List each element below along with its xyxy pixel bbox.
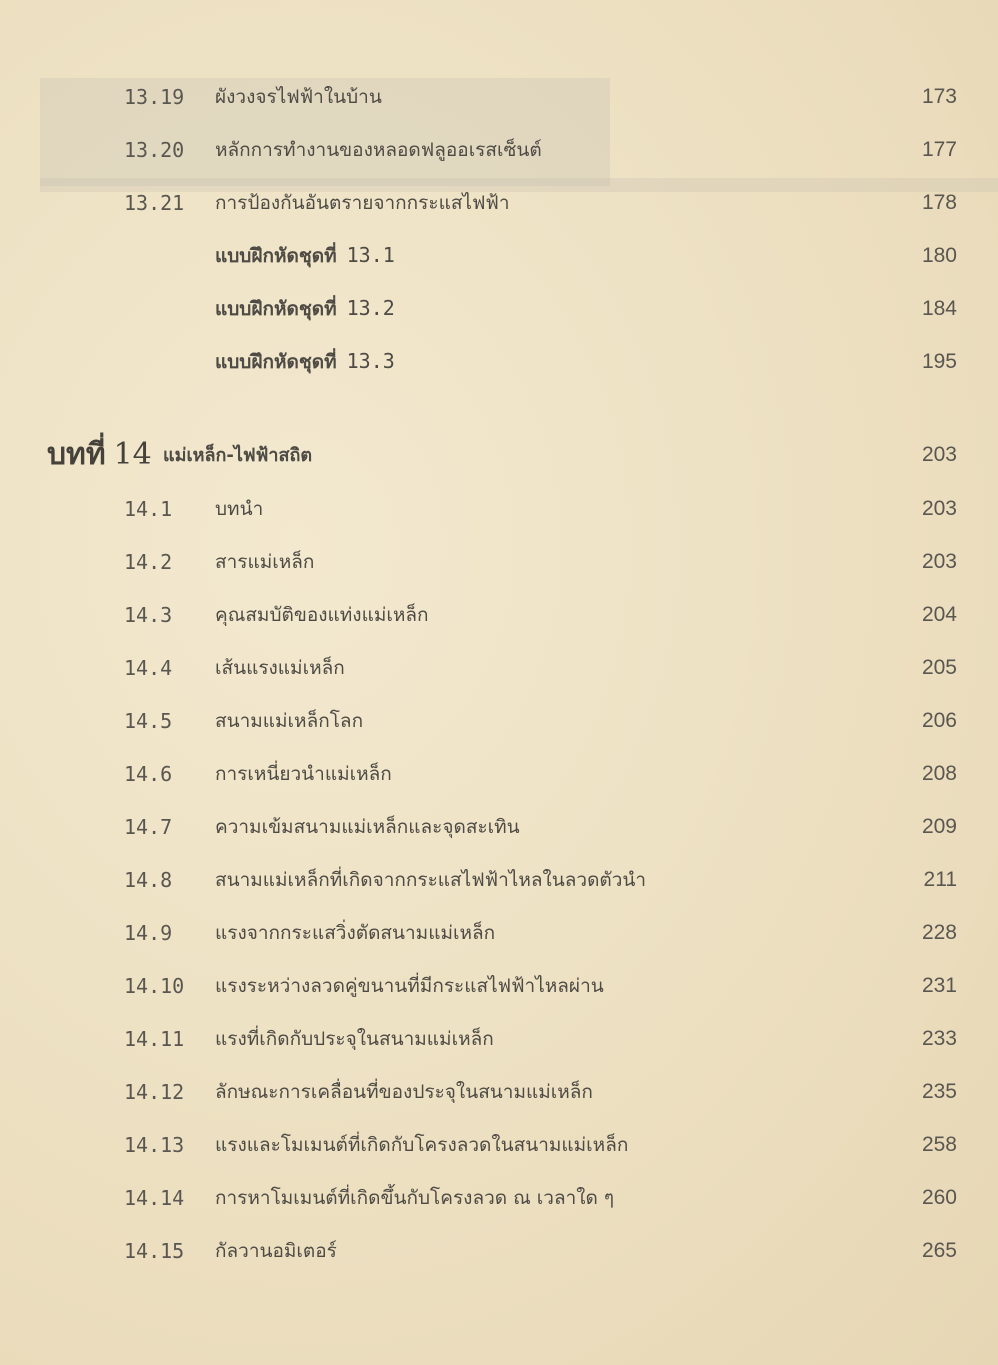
section-number: 14.7 [124, 814, 173, 839]
exercise-number: 13.2 [346, 295, 395, 320]
section-number: 14.8 [124, 867, 173, 892]
chapter-heading [0, 427, 998, 482]
section-title: บทนำ [215, 497, 264, 520]
toc-entry [0, 906, 998, 959]
section-title: การหาโมเมนต์ที่เกิดขึ้นกับโครงลวด ณ เวลาใด ๆ [215, 1186, 615, 1209]
section-title: สนามแม่เหล็กที่เกิดจากกระแสไฟฟ้าไหลในลวดตัวนำ [215, 868, 647, 891]
section-title: ความเข้มสนามแม่เหล็กและจุดสะเทิน [215, 815, 520, 838]
exercise-label: แบบฝึกหัดชุดที่ [215, 297, 337, 320]
section-number: 14.10 [124, 973, 185, 998]
page-number: 177 [921, 137, 957, 161]
toc-entry [0, 800, 998, 853]
toc-entry [0, 1012, 998, 1065]
section-number: 14.2 [124, 549, 173, 574]
page-number: 184 [921, 296, 957, 320]
section-number: 13.19 [124, 84, 185, 109]
section-title: กัลวานอมิเตอร์ [215, 1239, 337, 1262]
section-title: เส้นแรงแม่เหล็ก [215, 656, 345, 679]
page-number: 173 [921, 84, 957, 108]
section-title: คุณสมบัติของแท่งแม่เหล็ก [215, 603, 429, 626]
page-number: 260 [921, 1185, 957, 1209]
section-number: 14.14 [124, 1185, 185, 1210]
page-number: 204 [921, 602, 957, 626]
page-number: 178 [921, 190, 957, 214]
section-title: สนามแม่เหล็กโลก [215, 709, 364, 732]
section-title: สารแม่เหล็ก [215, 550, 315, 573]
section-number: 14.13 [124, 1132, 185, 1157]
section-title: แรงระหว่างลวดคู่ขนานที่มีกระแสไฟฟ้าไหลผ่าน [215, 974, 604, 997]
toc-entry [0, 747, 998, 800]
toc-entry [0, 1065, 998, 1118]
section-number: 14.1 [124, 496, 173, 521]
section-number: 14.12 [124, 1079, 185, 1104]
page-number: 235 [921, 1079, 957, 1103]
section-number: 14.9 [124, 920, 173, 945]
page-number: 228 [921, 920, 957, 944]
toc-entry [0, 176, 998, 229]
exercise-title [215, 347, 395, 377]
exercise-entry [0, 229, 998, 282]
chapter-title: แม่เหล็ก-ไฟฟ้าสถิต [163, 445, 313, 466]
section-number: 14.4 [124, 655, 173, 680]
section-number: 14.6 [124, 761, 173, 786]
table-of-contents [0, 70, 998, 1277]
toc-entry [0, 535, 998, 588]
toc-entry [0, 1171, 998, 1224]
toc-entry [0, 959, 998, 1012]
section-title: ลักษณะการเคลื่อนที่ของประจุในสนามแม่เหล็ก [215, 1080, 593, 1103]
toc-entry [0, 123, 998, 176]
section-number: 14.3 [124, 602, 173, 627]
page-number: 206 [921, 708, 957, 732]
page-number: 233 [921, 1026, 957, 1050]
page-number: 203 [921, 442, 957, 466]
section-number: 13.21 [124, 190, 185, 215]
chapter-word: บทที่ [47, 437, 106, 472]
section-number: 14.5 [124, 708, 173, 733]
toc-entry [0, 588, 998, 641]
page-number: 205 [921, 655, 957, 679]
toc-entry [0, 70, 998, 123]
page-number: 258 [921, 1132, 957, 1156]
toc-entry [0, 1224, 998, 1277]
section-title: การป้องกันอันตรายจากกระแสไฟฟ้า [215, 191, 510, 214]
page-number: 231 [921, 973, 957, 997]
exercise-title [215, 294, 395, 324]
chapter-label [47, 431, 152, 478]
section-title: การเหนี่ยวนำแม่เหล็ก [215, 762, 392, 785]
section-number: 14.15 [124, 1238, 185, 1263]
section-number: 13.20 [124, 137, 185, 162]
section-title: ผังวงจรไฟฟ้าในบ้าน [215, 85, 382, 108]
page-number: 265 [921, 1238, 957, 1262]
exercise-label: แบบฝึกหัดชุดที่ [215, 244, 337, 267]
exercise-entry [0, 335, 998, 388]
toc-entry [0, 1118, 998, 1171]
page-number: 209 [921, 814, 957, 838]
page-number: 195 [921, 349, 957, 373]
section-title: แรงที่เกิดกับประจุในสนามแม่เหล็ก [215, 1027, 494, 1050]
section-number: 14.11 [124, 1026, 185, 1051]
section-title: หลักการทำงานของหลอดฟลูออเรสเซ็นต์ [215, 138, 542, 161]
toc-entry [0, 694, 998, 747]
toc-entry [0, 853, 998, 906]
toc-entry [0, 641, 998, 694]
exercise-number: 13.3 [346, 348, 395, 373]
page-number: 211 [923, 867, 957, 891]
toc-entry [0, 482, 998, 535]
exercise-title [215, 241, 395, 271]
page-number: 208 [921, 761, 957, 785]
page-number: 203 [921, 549, 957, 573]
chapter-14-sections [0, 482, 998, 1277]
page-number: 180 [921, 243, 957, 267]
page-number: 203 [921, 496, 957, 520]
exercise-number: 13.1 [346, 242, 395, 267]
exercise-label: แบบฝึกหัดชุดที่ [215, 350, 337, 373]
chapter-number: 14 [113, 437, 152, 472]
section-title: แรงจากกระแสวิ่งตัดสนามแม่เหล็ก [215, 921, 496, 944]
section-title: แรงและโมเมนต์ที่เกิดกับโครงลวดในสนามแม่เหล็ก [215, 1133, 629, 1156]
exercise-entry [0, 282, 998, 335]
